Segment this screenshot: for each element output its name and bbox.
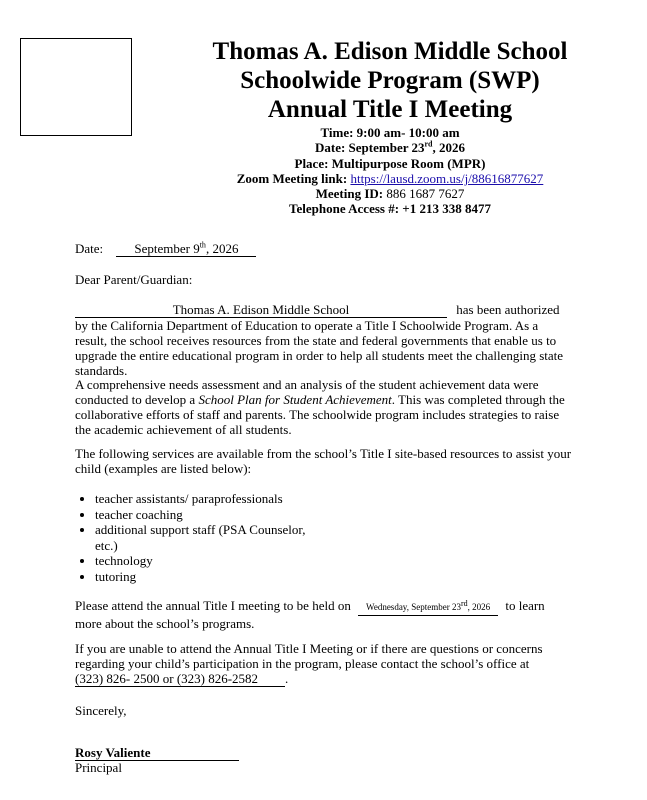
signer-name: Rosy Valiente (75, 745, 239, 761)
list-item: • technology (95, 553, 315, 569)
salutation: Dear Parent/Guardian: (75, 272, 193, 287)
list-item: • teacher coaching (95, 507, 315, 523)
list-item: • teacher assistants/ paraprofessionals (95, 491, 315, 507)
letter-date-value: September 9th, 2026 (116, 241, 256, 257)
meeting-place: Place: Multipurpose Room (MPR) (294, 156, 486, 171)
meeting-date-field: Wednesday, September 23rd, 2026 (358, 600, 498, 616)
paragraph-3: The following services are available from the school’s Title I site-based resources to assist your child (examples are listed below): (75, 446, 572, 476)
paragraph-1: Thomas A. Edison Middle School has been authorized by the California Department of Education to operate a Title I Schoolwide Program. As a result, the school receives resources from the state and federal governments that enable us to upgrade the entire educational program in order to help all students meet the challenging state standards. (75, 302, 564, 378)
telephone-access: Telephone Access #: +1 213 338 8477 (289, 201, 491, 216)
meeting-time: Time: 9:00 am- 10:00 am (320, 125, 460, 140)
signer-title: Principal (75, 760, 122, 775)
paragraph-5: If you are unable to attend the Annual Title I Meeting or if there are questions or concerns regarding your child’s participation in the program, please contact the school’s office at (323) 826- 2500 or (323) 826-2582 . (75, 641, 543, 686)
meeting-title: Annual Title I Meeting (267, 96, 513, 123)
paragraph-2: A comprehensive needs assessment and an analysis of the student achievement data were conducted to develop a School Plan for Student Achievement. This was completed through the collaborative efforts of staff and parents. The schoolwide program includes strategies to raise the academic achievement of all students. (75, 377, 565, 437)
meeting-date: Date: September 23rd, 2026 (314, 139, 465, 155)
logo-placeholder (20, 38, 132, 136)
school-title: Thomas A. Edison Middle School (212, 38, 568, 65)
zoom-line: Zoom Meeting link: https://lausd.zoom.us/j/88616877627 (236, 171, 544, 186)
letter-date: Date: September 9th, 2026 (75, 241, 573, 257)
office-phone: (323) 826- 2500 or (323) 826-2582 (75, 671, 285, 687)
zoom-link[interactable]: https://lausd.zoom.us/j/88616877627 (350, 171, 544, 186)
program-title: Schoolwide Program (SWP) (240, 67, 540, 94)
meeting-id: 886 1687 7627 (386, 186, 465, 201)
list-item: • tutoring (95, 569, 315, 585)
paragraph-4: Please attend the annual Title I meeting to be held on Wednesday, September 23rd, 2026 to learn more about the school’s programs. (75, 598, 545, 631)
signature-line (75, 745, 573, 761)
services-list (75, 491, 315, 584)
list-item: • additional support staff (PSA Counselor, etc.) (95, 522, 315, 553)
meeting-id-line: Meeting ID: 886 1687 7627 (315, 186, 465, 201)
closing: Sincerely, (75, 703, 127, 718)
school-name-field: Thomas A. Edison Middle School (75, 302, 447, 318)
